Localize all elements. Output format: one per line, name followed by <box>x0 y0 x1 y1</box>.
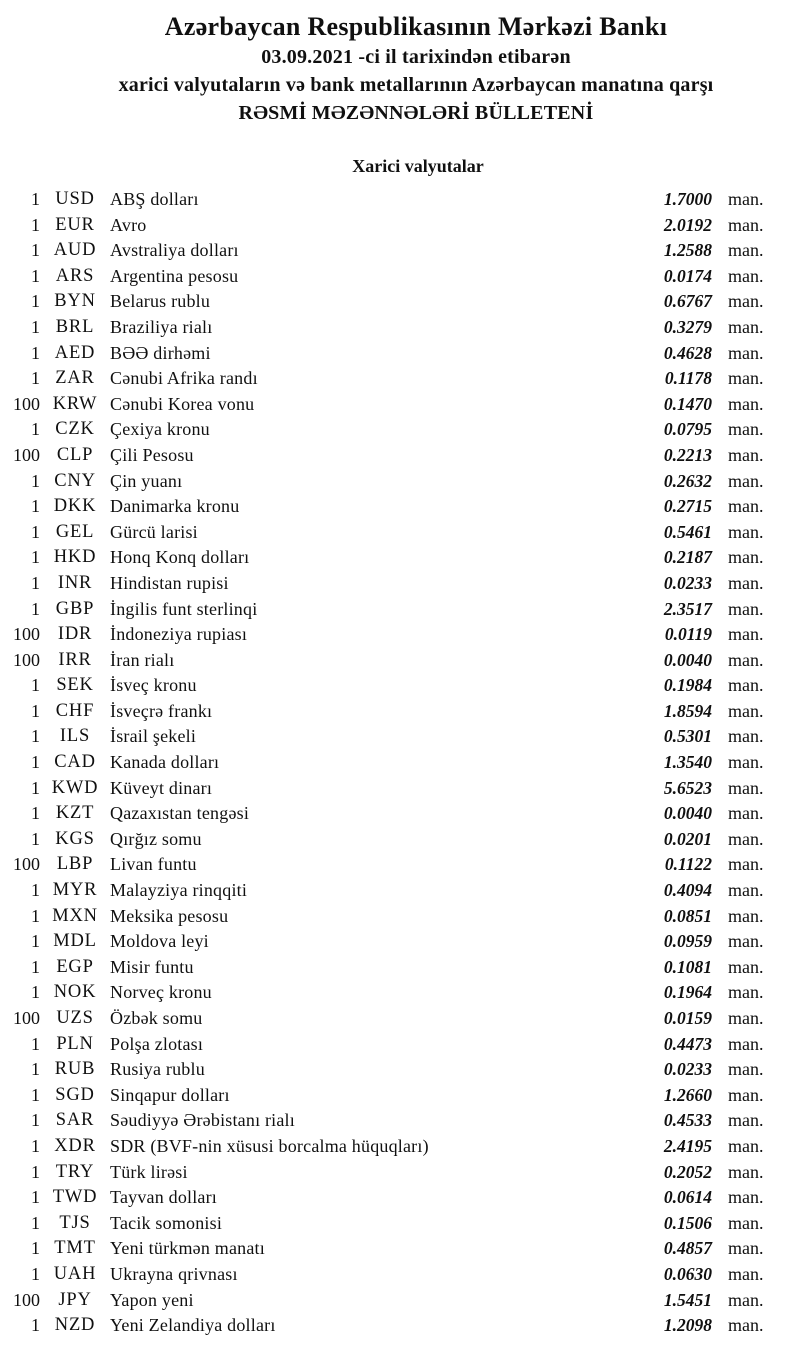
currency-code-cell: SEK <box>56 675 94 696</box>
quantity-cell: 100 <box>13 393 40 414</box>
unit-label-cell: man. <box>728 700 764 721</box>
quantity-cell: 1 <box>31 905 40 926</box>
currency-code-cell: NOK <box>53 982 97 1003</box>
quantity-cell: 1 <box>31 956 40 977</box>
quantity-cell: 1 <box>31 368 40 389</box>
quantity-cell: 1 <box>31 1110 40 1131</box>
quantity-cell: 1 <box>31 1135 40 1156</box>
unit-label-cell: man. <box>728 240 764 261</box>
currency-name-cell: Tacik somonisi <box>110 1212 223 1233</box>
rate-value-cell: 0.1178 <box>664 368 712 389</box>
quantity-cell: 1 <box>31 1161 40 1182</box>
table-row <box>0 571 786 597</box>
table-row <box>0 955 786 981</box>
table-row <box>0 238 786 264</box>
table-row <box>0 878 786 904</box>
rate-value-cell: 0.1984 <box>663 675 712 696</box>
unit-label-cell: man. <box>728 1059 764 1080</box>
currency-name-cell: İsrail şekeli <box>110 726 197 747</box>
rate-value-cell: 0.1506 <box>663 1212 712 1233</box>
currency-code-cell: AED <box>54 342 96 363</box>
currency-code-cell: JPY <box>58 1289 92 1310</box>
unit-label-cell: man. <box>728 1033 764 1054</box>
table-row <box>0 622 786 648</box>
quantity-cell: 1 <box>31 598 40 619</box>
currency-name-cell: İran rialı <box>110 649 175 670</box>
table-row <box>0 1160 786 1186</box>
currency-name-cell: Tayvan dolları <box>110 1187 218 1208</box>
table-row <box>0 289 786 315</box>
currency-name-cell: Cənubi Korea vonu <box>110 393 255 414</box>
currency-code-cell: KGS <box>55 828 95 849</box>
quantity-cell: 1 <box>31 1084 40 1105</box>
currency-name-cell: Malayziya rinqqiti <box>110 880 248 901</box>
currency-code-cell: INR <box>57 572 93 593</box>
rate-value-cell: 0.5301 <box>663 726 712 747</box>
rate-value-cell: 0.0040 <box>663 803 712 824</box>
table-row <box>0 494 786 520</box>
unit-label-cell: man. <box>728 1187 764 1208</box>
unit-label-cell: man. <box>728 777 764 798</box>
table-row <box>0 597 786 623</box>
rate-value-cell: 0.0040 <box>663 649 712 670</box>
currency-code-cell: KRW <box>52 393 98 414</box>
currency-name-cell: Çexiya kronu <box>110 419 210 440</box>
unit-label-cell: man. <box>728 854 764 875</box>
quantity-cell: 1 <box>31 470 40 491</box>
currency-name-cell: Cənubi Afrika randı <box>110 368 258 389</box>
unit-label-cell: man. <box>728 342 764 363</box>
rate-value-cell: 0.2715 <box>663 496 712 517</box>
currency-code-cell: MDL <box>53 931 97 952</box>
table-row <box>0 1185 786 1211</box>
rate-value-cell: 0.1470 <box>663 393 712 414</box>
currency-code-cell: CAD <box>54 752 96 773</box>
table-row <box>0 724 786 750</box>
quantity-cell: 1 <box>31 316 40 337</box>
table-row <box>0 1211 786 1237</box>
unit-label-cell: man. <box>728 1238 764 1259</box>
quantity-cell: 1 <box>31 1187 40 1208</box>
currency-code-cell: BRL <box>55 316 95 337</box>
currency-name-cell: BƏƏ dirhəmi <box>110 342 211 363</box>
currency-code-cell: HKD <box>53 547 97 568</box>
rate-value-cell: 0.2632 <box>663 470 712 491</box>
currency-name-cell: Qırğız somu <box>110 828 202 849</box>
rate-value-cell: 0.1964 <box>663 982 712 1003</box>
currency-name-cell: Özbək somu <box>110 1008 203 1028</box>
rate-value-cell: 0.6767 <box>663 291 712 312</box>
unit-label-cell: man. <box>728 444 764 465</box>
quantity-cell: 1 <box>31 419 40 440</box>
unit-label-cell: man. <box>728 649 764 670</box>
quantity-cell: 1 <box>31 1212 40 1233</box>
rate-value-cell: 0.0614 <box>663 1187 712 1208</box>
table-row <box>0 341 786 367</box>
currency-name-cell: Türk lirəsi <box>110 1161 188 1182</box>
rate-value-cell: 0.1081 <box>663 956 712 977</box>
currency-name-cell: Gürcü larisi <box>110 521 198 542</box>
currency-code-cell: UAH <box>53 1263 97 1284</box>
rate-value-cell: 0.0174 <box>663 265 712 286</box>
quantity-cell: 1 <box>31 1033 40 1054</box>
rate-value-cell: 0.2213 <box>663 444 712 465</box>
table-row <box>0 315 786 341</box>
currency-code-cell: CHF <box>55 700 95 721</box>
currency-name-cell: Ukrayna qrivnası <box>110 1263 238 1284</box>
bank-title: Azərbaycan Respublikasının Mərkəzi Bankı <box>164 12 668 41</box>
currency-code-cell: GBP <box>55 598 95 619</box>
exchange-rates-table <box>0 187 800 1339</box>
quantity-cell: 100 <box>13 1289 40 1310</box>
currency-code-cell: GEL <box>55 521 95 542</box>
bulletin-title: RƏSMİ MƏZƏNNƏLƏRİ BÜLLETENİ <box>238 102 594 124</box>
quantity-cell: 1 <box>31 521 40 542</box>
rate-value-cell: 0.1122 <box>664 854 712 875</box>
currency-name-cell: Hindistan rupisi <box>110 572 229 593</box>
currency-name-cell: Kanada dolları <box>110 752 220 773</box>
rate-value-cell: 2.0192 <box>663 214 712 235</box>
quantity-cell: 1 <box>31 700 40 721</box>
unit-label-cell: man. <box>728 496 764 517</box>
table-row <box>0 1032 786 1058</box>
currency-name-cell: Polşa zlotası <box>110 1033 204 1054</box>
table-row <box>0 852 786 878</box>
currency-name-cell: Qazaxıstan tengəsi <box>110 803 250 824</box>
currency-code-cell: BYN <box>54 291 96 312</box>
currency-name-cell: İngilis funt sterlinqi <box>110 598 258 619</box>
currency-name-cell: İsveç kronu <box>110 675 197 696</box>
rate-value-cell: 0.5461 <box>663 521 712 542</box>
currency-code-cell: UZS <box>56 1008 94 1028</box>
rate-value-cell: 0.0201 <box>663 828 712 849</box>
rate-value-cell: 0.2187 <box>663 547 712 568</box>
currency-code-cell: ILS <box>59 726 91 747</box>
unit-label-cell: man. <box>728 189 764 209</box>
unit-label-cell: man. <box>728 624 764 645</box>
quantity-cell: 1 <box>31 675 40 696</box>
unit-label-cell: man. <box>728 368 764 389</box>
quantity-cell: 1 <box>31 189 40 209</box>
unit-label-cell: man. <box>728 1212 764 1233</box>
quantity-cell: 1 <box>31 1059 40 1080</box>
currency-name-cell: Danimarka kronu <box>110 496 240 517</box>
table-row <box>0 366 786 392</box>
currency-code-cell: AUD <box>53 240 97 261</box>
table-row <box>0 980 786 1006</box>
currency-code-cell: CZK <box>55 419 95 440</box>
unit-label-cell: man. <box>728 675 764 696</box>
quantity-cell: 1 <box>31 572 40 593</box>
unit-label-cell: man. <box>728 214 764 235</box>
unit-label-cell: man. <box>728 880 764 901</box>
table-row <box>0 673 786 699</box>
unit-label-cell: man. <box>728 598 764 619</box>
unit-label-cell: man. <box>728 931 764 952</box>
rate-value-cell: 2.3517 <box>663 598 712 619</box>
currency-name-cell: Avro <box>110 214 147 235</box>
currency-name-cell: İndoneziya rupiası <box>110 624 248 645</box>
rate-value-cell: 0.0233 <box>663 1059 712 1080</box>
currency-code-cell: IDR <box>57 624 93 645</box>
quantity-cell: 1 <box>31 931 40 952</box>
quantity-cell: 1 <box>31 265 40 286</box>
table-row <box>0 417 786 443</box>
table-row <box>0 801 786 827</box>
rate-value-cell: 0.3279 <box>663 316 712 337</box>
currency-code-cell: EGP <box>56 956 94 977</box>
document-header <box>32 0 800 127</box>
unit-label-cell: man. <box>728 1263 764 1284</box>
quantity-cell: 1 <box>31 1315 40 1336</box>
rate-value-cell: 0.4094 <box>663 880 712 901</box>
unit-label-cell: man. <box>728 803 764 824</box>
rate-value-cell: 0.4628 <box>663 342 712 363</box>
rate-value-cell: 0.4473 <box>663 1033 712 1054</box>
currency-name-cell: Küveyt dinarı <box>110 777 213 798</box>
currency-name-cell: SDR (BVF-nin xüsusi borcalma hüquqları) <box>110 1135 429 1156</box>
table-row <box>0 904 786 930</box>
quantity-cell: 1 <box>31 803 40 824</box>
rate-value-cell: 0.0233 <box>663 572 712 593</box>
currency-code-cell: MXN <box>52 905 98 926</box>
unit-label-cell: man. <box>728 521 764 542</box>
table-row <box>0 929 786 955</box>
currency-code-cell: KWD <box>51 777 99 798</box>
table-row <box>0 520 786 546</box>
rate-value-cell: 0.0795 <box>663 419 712 440</box>
rate-value-cell: 1.2588 <box>663 240 712 261</box>
unit-label-cell: man. <box>728 1110 764 1131</box>
currency-code-cell: MYR <box>52 880 98 901</box>
effective-date-line: 03.09.2021 -ci il tarixindən etibarən <box>261 46 571 68</box>
quantity-cell: 1 <box>31 982 40 1003</box>
table-row <box>0 776 786 802</box>
currency-name-cell: Səudiyyə Ərəbistanı rialı <box>110 1110 295 1131</box>
currency-name-cell: Avstraliya dolları <box>110 240 239 261</box>
currency-name-cell: Yeni türkmən manatı <box>110 1238 265 1259</box>
currency-code-cell: LBP <box>56 854 94 875</box>
unit-label-cell: man. <box>728 1161 764 1182</box>
currency-name-cell: Yeni Zelandiya dolları <box>110 1315 276 1336</box>
currency-code-cell: TMT <box>54 1238 96 1259</box>
rate-value-cell: 1.3540 <box>663 752 712 773</box>
rate-value-cell: 1.2660 <box>663 1084 712 1105</box>
quantity-cell: 1 <box>31 777 40 798</box>
rate-value-cell: 0.0959 <box>663 931 712 952</box>
rate-value-cell: 2.4195 <box>663 1135 712 1156</box>
rate-value-cell: 0.2052 <box>663 1161 712 1182</box>
currency-name-cell: Misir funtu <box>110 956 194 977</box>
quantity-cell: 1 <box>31 726 40 747</box>
table-row <box>0 213 786 239</box>
unit-label-cell: man. <box>728 316 764 337</box>
unit-label-cell: man. <box>728 547 764 568</box>
currency-code-cell: IRR <box>58 649 92 670</box>
unit-label-cell: man. <box>728 752 764 773</box>
table-row <box>0 1134 786 1160</box>
quantity-cell: 1 <box>31 291 40 312</box>
rate-value-cell: 0.0851 <box>663 905 712 926</box>
table-row <box>0 1262 786 1288</box>
subtitle-line: xarici valyutaların və bank metallarının Azərbaycan manatına qarşı <box>118 74 714 96</box>
unit-label-cell: man. <box>728 726 764 747</box>
table-row <box>0 699 786 725</box>
unit-label-cell: man. <box>728 1289 764 1310</box>
table-row <box>0 443 786 469</box>
unit-label-cell: man. <box>728 1008 764 1028</box>
currency-name-cell: Meksika pesosu <box>110 905 229 926</box>
quantity-cell: 100 <box>13 649 40 670</box>
quantity-cell: 100 <box>13 854 40 875</box>
unit-label-cell: man. <box>728 828 764 849</box>
table-row <box>0 1057 786 1083</box>
table-row <box>0 1006 786 1032</box>
currency-code-cell: NZD <box>54 1315 96 1336</box>
table-row <box>0 1288 786 1314</box>
quantity-cell: 100 <box>13 1008 40 1028</box>
unit-label-cell: man. <box>728 393 764 414</box>
quantity-cell: 1 <box>31 214 40 235</box>
unit-label-cell: man. <box>728 1084 764 1105</box>
table-row <box>0 827 786 853</box>
table-row <box>0 469 786 495</box>
unit-label-cell: man. <box>728 1315 764 1336</box>
unit-label-cell: man. <box>728 1135 764 1156</box>
unit-label-cell: man. <box>728 982 764 1003</box>
currency-code-cell: TWD <box>52 1187 98 1208</box>
currency-code-cell: ZAR <box>55 368 95 389</box>
quantity-cell: 100 <box>13 444 40 465</box>
currency-name-cell: Braziliya rialı <box>110 316 213 337</box>
currency-code-cell: EUR <box>55 214 95 235</box>
currency-code-cell: TRY <box>55 1161 95 1182</box>
unit-label-cell: man. <box>728 291 764 312</box>
rate-value-cell: 0.0630 <box>663 1263 712 1284</box>
quantity-cell: 1 <box>31 496 40 517</box>
unit-label-cell: man. <box>728 956 764 977</box>
currency-code-cell: USD <box>55 189 95 209</box>
table-row <box>0 648 786 674</box>
unit-label-cell: man. <box>728 572 764 593</box>
quantity-cell: 1 <box>31 828 40 849</box>
currency-code-cell: RUB <box>54 1059 96 1080</box>
unit-label-cell: man. <box>728 470 764 491</box>
table-row <box>0 392 786 418</box>
currency-code-cell: ARS <box>55 265 95 286</box>
rate-value-cell: 0.0119 <box>664 624 712 645</box>
currency-name-cell: İsveçrə frankı <box>110 700 213 721</box>
currency-name-cell: Rusiya rublu <box>110 1059 205 1080</box>
currency-name-cell: Çili Pesosu <box>110 444 194 465</box>
currency-code-cell: SGD <box>55 1084 95 1105</box>
currency-code-cell: TJS <box>59 1212 91 1233</box>
currency-name-cell: Yapon yeni <box>110 1289 194 1310</box>
unit-label-cell: man. <box>728 905 764 926</box>
rate-value-cell: 0.0159 <box>663 1008 712 1028</box>
table-row <box>0 750 786 776</box>
currency-name-cell: Honq Konq dolları <box>110 547 250 568</box>
rate-value-cell: 1.7000 <box>663 189 712 209</box>
table-row <box>0 1083 786 1109</box>
currency-name-cell: Belarus rublu <box>110 291 211 312</box>
table-row <box>0 264 786 290</box>
table-row <box>0 545 786 571</box>
quantity-cell: 1 <box>31 1238 40 1259</box>
unit-label-cell: man. <box>728 265 764 286</box>
table-row <box>0 1236 786 1262</box>
rate-value-cell: 0.4857 <box>663 1238 712 1259</box>
currency-name-cell: ABŞ dolları <box>110 189 199 209</box>
currency-name-cell: Argentina pesosu <box>110 265 239 286</box>
currency-code-cell: CLP <box>56 444 94 465</box>
quantity-cell: 100 <box>13 624 40 645</box>
currency-code-cell: DKK <box>53 496 97 517</box>
currency-code-cell: CNY <box>54 470 96 491</box>
currency-name-cell: Sinqapur dolları <box>110 1084 230 1105</box>
currency-name-cell: Çin yuanı <box>110 470 183 491</box>
quantity-cell: 1 <box>31 1263 40 1284</box>
unit-label-cell: man. <box>728 419 764 440</box>
currency-code-cell: KZT <box>55 803 95 824</box>
currency-code-cell: PLN <box>56 1033 94 1054</box>
currency-name-cell: Norveç kronu <box>110 982 212 1003</box>
quantity-cell: 1 <box>31 240 40 261</box>
table-row <box>0 187 786 213</box>
currency-name-cell: Livan funtu <box>110 854 197 875</box>
rate-value-cell: 1.2098 <box>663 1315 712 1336</box>
rate-value-cell: 5.6523 <box>663 777 712 798</box>
table-row <box>0 1313 786 1339</box>
rate-value-cell: 1.8594 <box>663 700 712 721</box>
section-title-foreign-currencies: Xarici valyutalar <box>352 156 484 176</box>
currency-code-cell: SAR <box>55 1110 95 1131</box>
quantity-cell: 1 <box>31 342 40 363</box>
rate-value-cell: 1.5451 <box>663 1289 712 1310</box>
quantity-cell: 1 <box>31 752 40 773</box>
currency-name-cell: Moldova leyi <box>110 931 209 952</box>
rate-value-cell: 0.4533 <box>663 1110 712 1131</box>
table-row <box>0 1108 786 1134</box>
quantity-cell: 1 <box>31 547 40 568</box>
quantity-cell: 1 <box>31 880 40 901</box>
currency-code-cell: XDR <box>54 1135 96 1156</box>
